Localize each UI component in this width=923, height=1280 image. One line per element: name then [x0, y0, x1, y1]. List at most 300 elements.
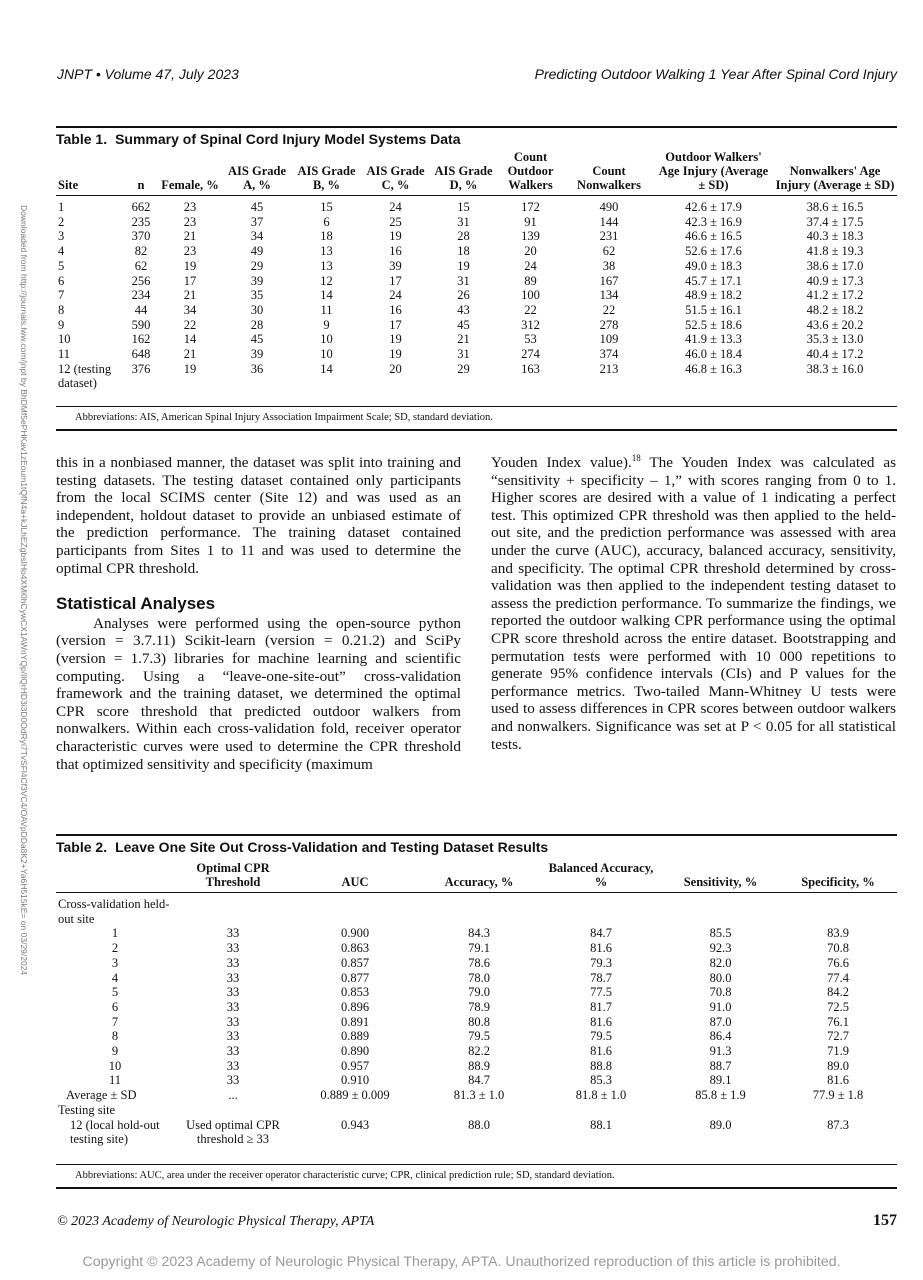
table-cell: 23 — [183, 244, 197, 259]
table-cell: 10 — [320, 332, 333, 347]
table-cell: 81.8 ± 1.0 — [575, 1088, 627, 1103]
t1-col-ais-b: AIS Grade B, % — [297, 164, 356, 192]
table-cell: 14 — [320, 361, 333, 376]
table-cell: 16 — [389, 244, 402, 259]
held-out-site-cell: 2 — [111, 941, 119, 956]
table2-number: Table 2. — [56, 839, 108, 855]
group-label-cross-validation — [56, 893, 897, 927]
table-cell: 23 — [183, 200, 197, 214]
table-cell: 13 — [320, 244, 333, 259]
t1-col-site: Site — [58, 178, 79, 192]
table-cell: 19 — [389, 229, 402, 244]
t1-col-count-nonwalkers: Count Nonwalkers — [577, 164, 641, 192]
table-cell: 52.6 ± 17.6 — [685, 244, 742, 259]
table-row — [56, 956, 897, 971]
table-cell: 53 — [524, 332, 537, 347]
site-cell: 12 (testing dataset) — [58, 361, 112, 391]
table-cell: 72.5 — [827, 999, 849, 1014]
table-cell: 78.7 — [590, 970, 612, 985]
table-cell: 21 — [183, 229, 197, 244]
table-cell: 46.8 ± 16.3 — [685, 361, 742, 376]
table-cell: 15 — [457, 200, 470, 214]
empty-cell — [779, 893, 897, 927]
table-cell: 33 — [226, 1014, 240, 1029]
table-cell: 9 — [323, 317, 330, 332]
table-cell: 18 — [320, 229, 333, 244]
t1-col-n: n — [137, 178, 145, 192]
table-row — [56, 1059, 897, 1074]
table-cell: 172 — [521, 200, 540, 214]
table-row — [56, 196, 897, 215]
table-cell: 81.6 — [590, 1044, 612, 1059]
table-cell: 31 — [457, 273, 470, 288]
table-cell: 0.890 — [340, 1044, 370, 1059]
table-cell: 43 — [457, 302, 470, 317]
table-cell: 162 — [131, 332, 151, 347]
table-cell: 30 — [250, 302, 264, 317]
table-cell: 13 — [320, 258, 333, 273]
table-row — [56, 229, 897, 244]
table-cell: 14 — [320, 288, 333, 303]
table-cell: 79.0 — [468, 985, 490, 1000]
group-label-testing-site — [56, 1103, 897, 1118]
table-cell: 89.0 — [827, 1058, 849, 1073]
table-cell: 33 — [226, 970, 240, 985]
table-cell: 19 — [389, 347, 402, 362]
right-column — [491, 454, 896, 753]
site-cell: 3 — [58, 229, 65, 244]
table-cell: 91.3 — [709, 1044, 732, 1059]
right-paragraph-start: Youden Index value). — [491, 454, 632, 471]
t1-col-walkers-age: Outdoor Walkers' Age Injury (Average ± SD) — [658, 150, 769, 192]
held-out-site-cell: 7 — [111, 1014, 119, 1029]
table-cell: 19 — [457, 258, 470, 273]
table-cell: 167 — [599, 273, 619, 288]
table-cell: 81.6 — [827, 1073, 849, 1088]
table-cell: 40.3 ± 18.3 — [806, 229, 864, 244]
table-cell: 20 — [389, 361, 402, 376]
table-row — [56, 347, 897, 362]
table-cell: 38.6 ± 17.0 — [806, 258, 864, 273]
table-cell: 80.0 — [709, 970, 732, 985]
table-cell: 21 — [183, 288, 197, 303]
held-out-site-cell: Average ± SD — [66, 1088, 137, 1103]
table-cell: 91.0 — [709, 999, 732, 1014]
table-cell: 38.3 ± 16.0 — [806, 361, 864, 376]
footer-copyright-line: © 2023 Academy of Neurologic Physical Therapy, APTA — [57, 1214, 375, 1229]
table-cell: 45 — [457, 317, 470, 332]
table-row — [56, 926, 897, 941]
held-out-site-cell: 10 — [108, 1058, 122, 1073]
table-cell: 15 — [320, 200, 333, 214]
table-cell: 28 — [457, 229, 470, 244]
table-cell: 62 — [134, 258, 148, 273]
table-cell: 80.8 — [468, 1014, 490, 1029]
table-cell: 17 — [183, 273, 197, 288]
table-cell: 16 — [389, 302, 402, 317]
held-out-site-cell: 11 — [108, 1073, 122, 1088]
empty-cell — [292, 1103, 418, 1118]
held-out-site-cell: 8 — [111, 1029, 119, 1044]
t2-col-auc: AUC — [341, 875, 369, 889]
table-cell: 70.8 — [709, 985, 732, 1000]
table-cell: 0.863 — [340, 941, 370, 956]
table-cell: 78.0 — [468, 970, 490, 985]
table-cell: 48.9 ± 18.2 — [685, 288, 742, 303]
table-cell: 40.4 ± 17.2 — [806, 347, 864, 362]
table-cell: 11 — [320, 302, 333, 317]
testing-site-cell: 12 (local hold-out testing site) — [70, 1117, 160, 1147]
group-label-testing-site-label: Testing site — [58, 1102, 116, 1117]
table-cell: 46.6 ± 16.5 — [685, 229, 742, 244]
table-cell: 89.1 — [709, 1073, 732, 1088]
table-cell: 40.9 ± 17.3 — [806, 273, 864, 288]
table-cell: ... — [228, 1088, 238, 1103]
table-cell: 33 — [226, 926, 240, 941]
table-row — [56, 362, 897, 395]
table-cell: 24 — [389, 288, 402, 303]
table-cell: 0.877 — [340, 970, 370, 985]
table-cell: 0.896 — [340, 999, 370, 1014]
table-cell: 82.0 — [709, 955, 732, 970]
table-cell: 81.3 ± 1.0 — [453, 1088, 505, 1103]
table-cell: 45 — [250, 200, 264, 214]
table-cell: 42.3 ± 16.9 — [685, 214, 742, 229]
table-cell: 81.7 — [590, 999, 612, 1014]
table-cell: 78.6 — [468, 955, 490, 970]
table-cell: 39 — [389, 258, 402, 273]
empty-cell — [662, 893, 779, 927]
table-cell: 0.857 — [340, 955, 370, 970]
table-cell: 77.9 ± 1.8 — [812, 1088, 864, 1103]
t1-col-female: Female, % — [161, 178, 219, 192]
table-cell: 109 — [599, 332, 619, 347]
table-cell: 0.889 — [340, 1029, 370, 1044]
table-cell: 62 — [602, 244, 616, 259]
table-cell: 374 — [599, 347, 619, 362]
table-cell: 38.6 ± 16.5 — [806, 200, 864, 214]
held-out-site-cell: 9 — [111, 1044, 119, 1059]
empty-cell — [779, 1103, 897, 1118]
table-cell: 22 — [602, 302, 616, 317]
table-cell: 648 — [131, 347, 151, 362]
table-cell: 85.8 ± 1.9 — [695, 1088, 746, 1103]
table-cell: 662 — [131, 200, 151, 214]
table-cell: 163 — [521, 361, 540, 376]
page-number: 157 — [873, 1212, 897, 1229]
table-cell: 100 — [521, 288, 540, 303]
empty-cell — [418, 1103, 540, 1118]
table-cell: 33 — [226, 1044, 240, 1059]
table-cell: 36 — [250, 361, 264, 376]
table-cell: 83.9 — [827, 926, 849, 941]
table-cell: 21 — [457, 332, 470, 347]
table-cell: 33 — [226, 1073, 240, 1088]
table-cell: 77.4 — [827, 970, 849, 985]
empty-cell — [174, 1103, 292, 1118]
table-cell: 28 — [250, 317, 264, 332]
empty-cell — [292, 893, 418, 927]
table-row — [56, 1088, 897, 1103]
table-cell: 0.943 — [340, 1117, 370, 1132]
table-cell: 134 — [599, 288, 619, 303]
table-cell: 35.3 ± 13.0 — [806, 332, 864, 347]
table-cell: 14 — [183, 332, 197, 347]
table-cell: 44 — [134, 302, 148, 317]
table-cell: 84.7 — [468, 1073, 490, 1088]
table-cell: 77.5 — [590, 985, 612, 1000]
table-cell: 48.2 ± 18.2 — [806, 302, 864, 317]
table-cell: 0.900 — [340, 926, 370, 941]
t2-col-threshold: Optimal CPR Threshold — [196, 861, 270, 889]
table1-header-row — [56, 150, 897, 196]
table-cell: 37 — [250, 214, 264, 229]
table-cell: 72.7 — [827, 1029, 849, 1044]
table1 — [56, 150, 897, 395]
table-cell: 33 — [226, 1029, 240, 1044]
table-cell: 87.3 — [827, 1117, 849, 1132]
table2-caption — [56, 834, 897, 855]
table1-body — [56, 196, 897, 396]
table-cell: 17 — [389, 317, 402, 332]
table2 — [56, 861, 897, 1151]
table-cell: 31 — [457, 347, 470, 362]
table-cell: 23 — [183, 214, 197, 229]
table-cell: 590 — [131, 317, 151, 332]
table-row — [56, 1015, 897, 1030]
empty-cell — [418, 893, 540, 927]
table-cell: 34 — [183, 302, 197, 317]
testing-row — [56, 1118, 897, 1151]
site-cell: 10 — [58, 332, 71, 347]
table-cell: 79.3 — [590, 955, 612, 970]
table-row — [56, 318, 897, 333]
table-cell: 89 — [524, 273, 537, 288]
table-row — [56, 1073, 897, 1088]
empty-cell — [540, 1103, 662, 1118]
table-cell: 38 — [602, 258, 616, 273]
section-heading: Statistical Analyses — [56, 594, 216, 614]
table-cell: 79.5 — [468, 1029, 490, 1044]
table-row — [56, 259, 897, 274]
table-row — [56, 985, 897, 1000]
table-cell: 88.9 — [468, 1058, 490, 1073]
table-cell: 21 — [183, 347, 197, 362]
table-cell: 89.0 — [709, 1117, 732, 1132]
group-label-cross-validation-label: Cross-validation held-out site — [58, 897, 170, 926]
left-paragraph-2: Analyses were performed using the open-source python (version = 3.7.11) Scikit-learn (version = 0.21.2) and SciPy (version = 1.7.3) libraries for machine learning and scientific computing. Using a “leave-one-site-out” cross-validation framework and the training dataset, we determined the optimal CPR score threshold that predicted outdoor walkers from nonwalkers. Within each cross-validation fold, receiver operator characteristic curves were used to determine the CPR threshold that optimized sensitivity and specificity (maximum — [56, 614, 461, 773]
table-cell: 10 — [320, 347, 333, 362]
table-cell: 84.3 — [468, 926, 490, 941]
table-cell: 87.0 — [709, 1014, 732, 1029]
table-cell: 46.0 ± 18.4 — [685, 347, 742, 362]
table-cell: 85.3 — [590, 1073, 612, 1088]
table-cell: 49.0 ± 18.3 — [685, 258, 742, 273]
table-cell: 81.6 — [590, 1014, 612, 1029]
table-cell: 231 — [599, 229, 619, 244]
table-cell: 19 — [183, 361, 197, 376]
table2-header-row — [56, 861, 897, 893]
table-cell: 41.9 ± 13.3 — [685, 332, 742, 347]
table-cell: 18 — [457, 244, 470, 259]
table-cell: 70.8 — [827, 941, 849, 956]
table1-number: Table 1. — [56, 131, 108, 147]
right-paragraph — [491, 454, 896, 753]
table-cell: 33 — [226, 999, 240, 1014]
table-cell: 25 — [389, 214, 402, 229]
table-cell: 91 — [524, 214, 537, 229]
table-cell: 0.889 ± 0.009 — [320, 1088, 390, 1103]
table-cell: 19 — [389, 332, 402, 347]
table-cell: 20 — [524, 244, 537, 259]
table-row — [56, 244, 897, 259]
journal-header: JNPT • Volume 47, July 2023 — [57, 66, 239, 82]
table-cell: 81.6 — [590, 941, 612, 956]
t2-col-specificity: Specificity, % — [801, 875, 875, 889]
site-cell: 8 — [58, 302, 65, 317]
table-cell: 35 — [250, 288, 264, 303]
table2-abbreviations: Abbreviations: AUC, area under the receiver operator characteristic curve; CPR, clinical prediction rule; SD, standard deviation. — [56, 1164, 897, 1189]
table-cell: 33 — [226, 955, 240, 970]
table-cell: 33 — [226, 985, 240, 1000]
table-cell: 235 — [131, 214, 151, 229]
download-side-note: Downloaded from http://journals.lww.com/jnpt by BhDMf5ePHKav1zEoum1tQfN4a+kJLhEZgbsIHo4XMi0hCywCX1AWnYQp/IlQrHD3i3D0OdRyi7TvSFl4Cf3VC4/OAVpDDa8K2+Ya6H515kE= on 03/29/2024 — [19, 205, 29, 976]
held-out-site-cell: 5 — [111, 985, 119, 1000]
table-cell: 39 — [250, 273, 264, 288]
table-row — [56, 941, 897, 956]
empty-cell — [540, 893, 662, 927]
table-row — [56, 1000, 897, 1015]
table-cell: 84.7 — [590, 926, 612, 941]
site-cell: 5 — [58, 258, 65, 273]
table-cell: 144 — [599, 214, 619, 229]
t1-col-ais-d: AIS Grade D, % — [434, 164, 493, 192]
table-cell: 33 — [226, 1058, 240, 1073]
t1-col-count-walkers: Count Outdoor Walkers — [507, 150, 554, 192]
table-cell: 41.8 ± 19.3 — [806, 244, 864, 259]
t1-col-ais-c: AIS Grade C, % — [366, 164, 425, 192]
table-cell: 42.6 ± 17.9 — [685, 200, 742, 214]
table-cell: 88.8 — [590, 1058, 612, 1073]
empty-cell — [662, 1103, 779, 1118]
table-row — [56, 1029, 897, 1044]
table-cell: 274 — [521, 347, 540, 362]
t2-col-balanced-accuracy: Balanced Accuracy, % — [548, 861, 654, 889]
table-cell: 12 — [320, 273, 333, 288]
table2-title: Leave One Site Out Cross-Validation and Testing Dataset Results — [115, 839, 549, 855]
table-cell: 76.6 — [827, 955, 849, 970]
site-cell: 2 — [58, 214, 65, 229]
table-cell: 52.5 ± 18.6 — [685, 317, 742, 332]
table-cell: 24 — [389, 200, 402, 214]
table-cell: 49 — [250, 244, 264, 259]
site-cell: 6 — [58, 273, 65, 288]
table-cell: 0.891 — [340, 1014, 370, 1029]
table-cell: 370 — [131, 229, 151, 244]
table-cell: 31 — [457, 214, 470, 229]
held-out-site-cell: 6 — [111, 999, 119, 1014]
table-cell: 256 — [131, 273, 151, 288]
table1-caption — [56, 126, 897, 147]
table-cell: 22 — [524, 302, 537, 317]
empty-cell — [174, 893, 292, 927]
table-cell: 76.1 — [827, 1014, 849, 1029]
table-cell: 79.1 — [468, 941, 490, 956]
table-cell: 39 — [250, 347, 264, 362]
table-cell: 79.5 — [590, 1029, 612, 1044]
table-cell: 29 — [457, 361, 470, 376]
table-cell: 29 — [250, 258, 264, 273]
table-row — [56, 971, 897, 986]
table2-body — [56, 893, 897, 1151]
table-cell: 88.0 — [468, 1117, 490, 1132]
left-column — [56, 454, 461, 773]
table-cell: Used optimal CPR threshold ≥ 33 — [186, 1117, 280, 1147]
table-cell: 26 — [457, 288, 470, 303]
t2-col-accuracy: Accuracy, % — [444, 875, 514, 889]
table-cell: 45.7 ± 17.1 — [685, 273, 742, 288]
t1-col-ais-a: AIS Grade A, % — [228, 164, 286, 192]
table-cell: 0.957 — [340, 1058, 370, 1073]
table-cell: 37.4 ± 17.5 — [806, 214, 864, 229]
table-cell: 0.910 — [340, 1073, 370, 1088]
table-cell: 45 — [250, 332, 264, 347]
table-cell: 78.9 — [468, 999, 490, 1014]
table-cell: 51.5 ± 16.1 — [685, 302, 742, 317]
t1-col-nonwalkers-age: Nonwalkers' Age Injury (Average ± SD) — [775, 164, 895, 192]
table-cell: 490 — [599, 200, 619, 214]
table-cell: 213 — [599, 361, 619, 376]
table-cell: 88.7 — [709, 1058, 732, 1073]
table-cell: 234 — [131, 288, 151, 303]
table-cell: 17 — [389, 273, 402, 288]
table-cell: 278 — [599, 317, 619, 332]
table-cell: 312 — [521, 317, 540, 332]
table-cell: 82.2 — [468, 1044, 490, 1059]
site-cell: 11 — [58, 347, 71, 362]
table-cell: 19 — [183, 258, 197, 273]
left-paragraph-1: this in a nonbiased manner, the dataset was split into training and testing datasets. The testing dataset contained only participants from the local SCIMS center (Site 12) and was used as an independent, holdout dataset to provide an unbiased estimate of the prediction performance. The training dataset contained participants from Sites 1 to 11 and was used to determine the optimal CPR threshold. — [56, 454, 461, 577]
table1-abbreviations: Abbreviations: AIS, American Spinal Injury Association Impairment Scale; SD, standard deviation. — [56, 406, 897, 431]
table-cell: 22 — [183, 317, 197, 332]
table-row — [56, 215, 897, 230]
table-cell: 33 — [226, 941, 240, 956]
right-paragraph-rest: The Youden Index was calculated as “sensitivity + specificity – 1,” with scores ranging from 0 to 1. Higher scores are desired with a value of 1 indicating a perfect test. This optimized CPR threshold was then applied to the held-out site, and the prediction performance was assessed with area under the curve (AUC), accuracy, balanced accuracy, sensitivity, and specificity. The optimal CPR threshold determined by cross-validation was then applied to the independent testing dataset to assess the prediction performance. To summarize the findings, we reported the outdoor walking CPR performance using the optimal CPR score threshold across the entire dataset. Bootstrapping and permutation tests were performed with 10 000 repetitions to generate 95% confidence intervals (CIs) and P values for the performance metrics. Two-tailed Mann-Whitney U tests were used to assess differences in CPR scores between outdoor walkers and nonwalkers. Significance was set at P < 0.05 for all statistical tests. — [491, 454, 896, 753]
table-row — [56, 332, 897, 347]
table-cell: 34 — [250, 229, 264, 244]
site-cell: 7 — [58, 288, 65, 303]
table-row — [56, 274, 897, 289]
table-cell: 86.4 — [709, 1029, 732, 1044]
table-cell: 139 — [521, 229, 540, 244]
table-cell: 84.2 — [827, 985, 849, 1000]
table-cell: 376 — [131, 361, 151, 376]
table-cell: 0.853 — [340, 985, 370, 1000]
table-cell: 43.6 ± 20.2 — [806, 317, 864, 332]
table-row — [56, 303, 897, 318]
held-out-site-cell: 3 — [111, 955, 119, 970]
table-cell: 24 — [524, 258, 537, 273]
table-cell: 71.9 — [827, 1044, 849, 1059]
held-out-site-cell: 1 — [111, 926, 119, 941]
table-cell: 88.1 — [590, 1117, 612, 1132]
table-row — [56, 288, 897, 303]
table-cell: 41.2 ± 17.2 — [806, 288, 864, 303]
table-cell: 6 — [323, 214, 330, 229]
table-row — [56, 1044, 897, 1059]
running-title: Predicting Outdoor Walking 1 Year After Spinal Cord Injury — [534, 66, 897, 82]
reference-18[interactable]: 18 — [631, 452, 641, 463]
